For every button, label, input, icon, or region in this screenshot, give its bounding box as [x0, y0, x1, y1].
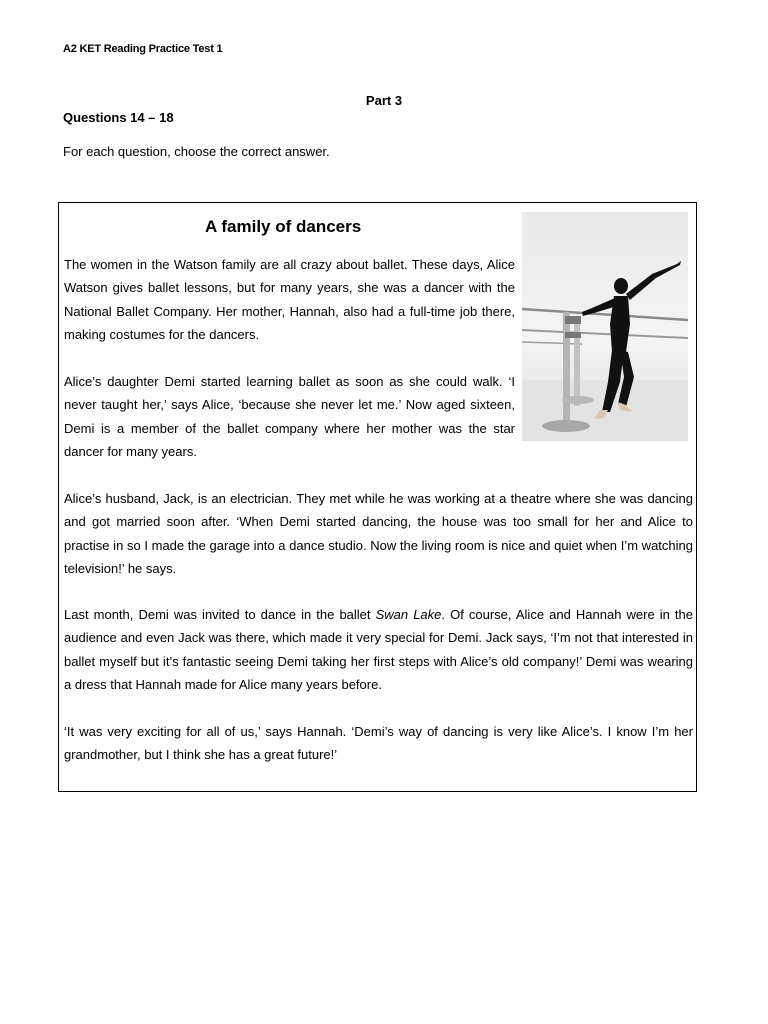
ballet-dancer-photo	[522, 212, 688, 441]
article-paragraph-3: Alice’s husband, Jack, is an electrician. They met while he was working at a theatre where she was dancing and got married soon after. ‘When Demi started dancing, the house was too small for her and Alice to practise in so I made the garage into a dance studio. Now the living room is nice and quiet when I’m watching television!’ he says.	[64, 491, 693, 576]
instructions-text: For each question, choose the correct answer.	[63, 144, 330, 159]
ballet-title-swan-lake: Swan Lake	[375, 607, 442, 622]
questions-range: Questions 14 – 18	[63, 110, 174, 125]
article-paragraph-2: Alice’s daughter Demi started learning ballet as soon as she could walk. ‘I never taught her,’ says Alice, ‘because she never let me.’ Now aged sixteen, Demi is a member of the ballet company where her mother was the star dancer for many years.	[64, 374, 515, 459]
test-title: A2 KET Reading Practice Test 1	[63, 43, 223, 55]
paragraph-4-end: . Of course, Alice and Hannah were in the audience and even Jack was there, which made it very special for Demi. Jack says, ‘I’m not that interested in ballet myself but it’s fantastic seeing Demi taking her first steps with Alice’s old company!’ Demi was wearing a dress that Hannah made for Alice many years before.	[64, 607, 694, 692]
part-heading	[0, 93, 768, 108]
article-paragraph-5: ‘It was very exciting for all of us,’ says Hannah. ‘Demi’s way of dancing is very like Alice’s. I know I’m her grandmother, but I think she has a great future!’	[64, 724, 693, 763]
article-paragraph-4	[64, 603, 693, 696]
paragraph-4-start: Last month, Demi was invited to dance in the ballet	[64, 607, 376, 622]
article-paragraph-1: The women in the Watson family are all crazy about ballet. These days, Alice Watson gives ballet lessons, but for many years, she was a dancer with the National Ballet Company. Her mother, Hannah, also had a full-time job there, making costumes for the dancers.	[64, 257, 515, 342]
part-label: Part 3	[365, 93, 403, 108]
article-title: A family of dancers	[205, 217, 362, 236]
article-box	[58, 202, 697, 792]
